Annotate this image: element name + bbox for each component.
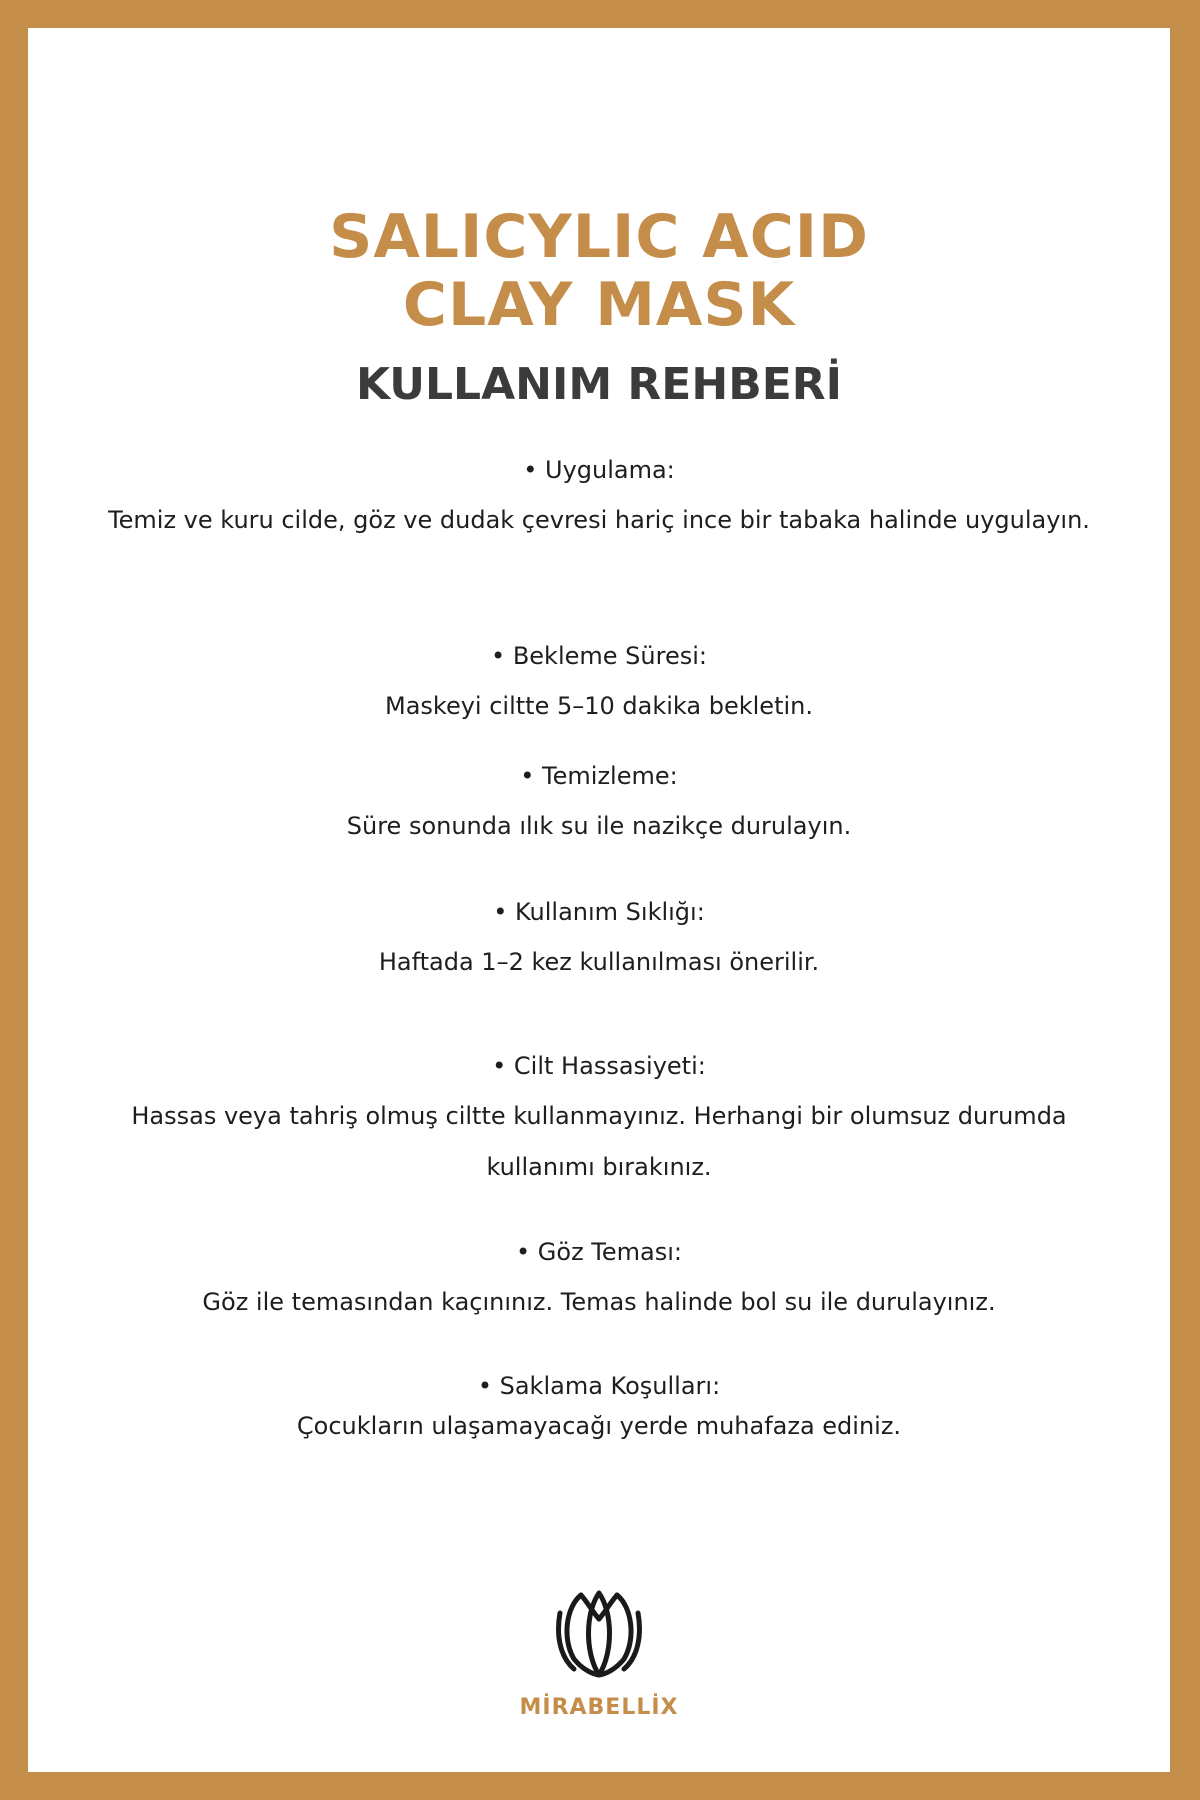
- section-application-body: Temiz ve kuru cilde, göz ve dudak çevresi hariç ince bir tabaka halinde uygulayın.: [108, 506, 1090, 534]
- product-title-line1: SALICYLIC ACID: [329, 202, 869, 272]
- section-application-heading: • Uygulama:: [523, 456, 675, 484]
- section-waiting-heading: • Bekleme Süresi:: [491, 642, 707, 670]
- section-eye-contact-heading: • Göz Teması:: [516, 1238, 682, 1266]
- section-storage-heading: • Saklama Koşulları:: [477, 1372, 721, 1400]
- section-frequency-heading: • Kullanım Sıklığı:: [493, 898, 705, 926]
- section-eye-contact-body: Göz ile temasından kaçınınız. Temas halinde bol su ile durulayınız.: [202, 1288, 996, 1316]
- section-frequency-body: Haftada 1–2 kez kullanılması önerilir.: [378, 948, 820, 976]
- section-cleansing-body: Süre sonunda ılık su ile nazikçe durulayın.: [346, 812, 852, 840]
- section-waiting-body: Maskeyi ciltte 5–10 dakika bekletin.: [385, 692, 813, 720]
- section-storage-body: Çocukların ulaşamayacağı yerde muhafaza ediniz.: [296, 1412, 902, 1440]
- section-sensitivity-heading: • Cilt Hassasiyeti:: [492, 1052, 706, 1080]
- section-cleansing-heading: • Temizleme:: [520, 762, 678, 790]
- lotus-logo-icon: [554, 1583, 644, 1679]
- product-title-line2: CLAY MASK: [402, 270, 796, 340]
- guide-subtitle: KULLANIM REHBERİ: [355, 359, 843, 410]
- brand-name: MİRABELLİX: [519, 1695, 679, 1720]
- guide-card: [28, 28, 1170, 1772]
- section-sensitivity-body: Hassas veya tahriş olmuş ciltte kullanmayınız. Herhangi bir olumsuz durumda kullanımı bırakınız.: [131, 1102, 1067, 1181]
